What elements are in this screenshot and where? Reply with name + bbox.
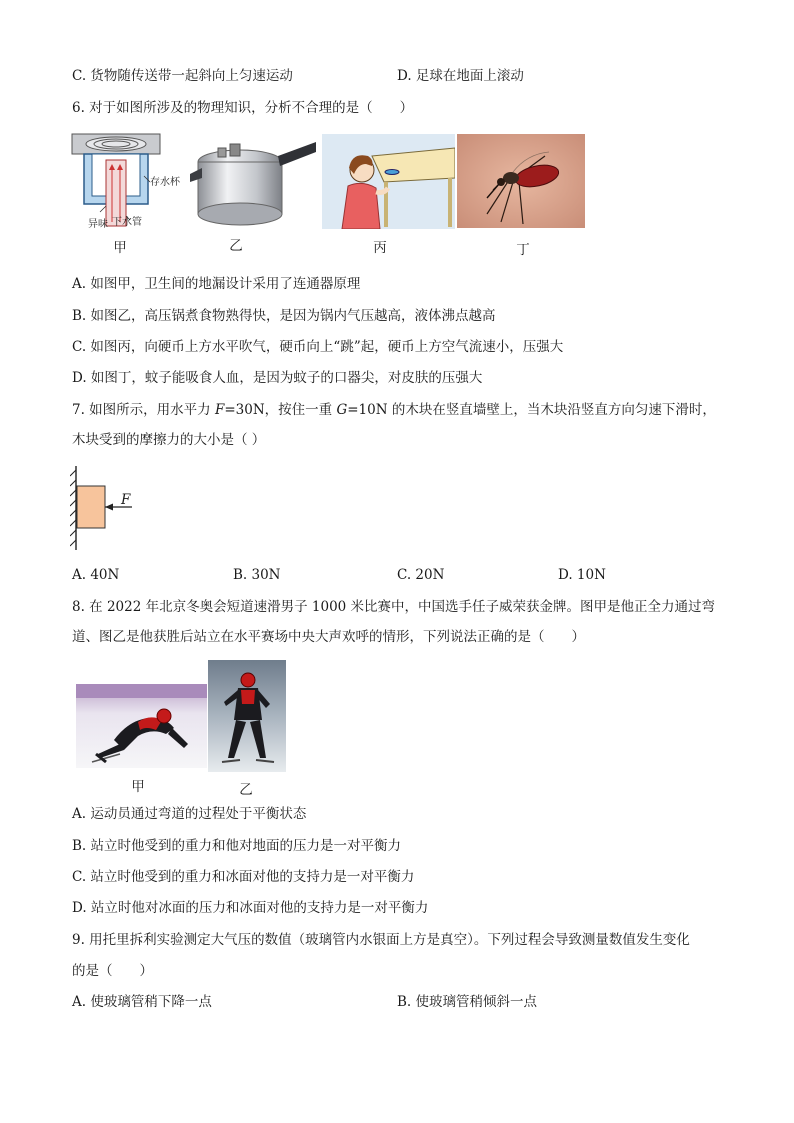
caption-q8-yi: 乙 <box>239 782 253 798</box>
caption-q8-jia: 甲 <box>131 779 145 795</box>
q9-stem-line2: 的是（ ） <box>72 963 153 979</box>
q6-option-c: C. 如图丙，向硬币上方水平吹气，硬币向上“跳”起，硬币上方空气流速小，压强大 <box>72 339 564 355</box>
q9-option-b: B. 使玻璃管稍倾斜一点 <box>397 994 538 1010</box>
q7-option-b: B. 30N <box>233 567 281 583</box>
label-drain-pipe: 下水管 <box>112 217 142 228</box>
q7-option-c: C. 20N <box>397 567 445 583</box>
q8-option-a: A. 运动员通过弯道的过程处于平衡状态 <box>72 806 307 822</box>
q7-option-a: A. 40N <box>72 567 120 583</box>
q6-option-d: D. 如图丁，蚊子能吸食人血，是因为蚊子的口器尖，对皮肤的压强大 <box>72 370 483 386</box>
mosquito-photo <box>457 134 585 228</box>
q5-option-c: C. 货物随传送带一起斜向上匀速运动 <box>72 68 293 84</box>
blowing-coin-figure <box>322 134 455 229</box>
q7-stem-line2: 木块受到的摩擦力的大小是（ ） <box>72 432 266 448</box>
q5-option-d: D. 足球在地面上滚动 <box>397 68 524 84</box>
q8-option-d: D. 站立时他对冰面的压力和冰面对他的支持力是一对平衡力 <box>72 900 429 916</box>
label-cup: 存水杯 <box>150 177 180 188</box>
q6-stem: 6. 对于如图所涉及的物理知识，分析不合理的是（ ） <box>72 100 414 116</box>
q7-option-d: D. 10N <box>558 567 606 583</box>
q7-stem-line1: 7. 如图所示，用水平力 F=30N，按住一重 G=10N 的木块在竖直墙壁上，当木块沿竖直方向匀速下滑时， <box>72 402 716 418</box>
q6-option-b: B. 如图乙，高压锅煮食物熟得快，是因为锅内气压越高，液体沸点越高 <box>72 308 496 324</box>
caption-ding: 丁 <box>516 242 530 258</box>
force-f-label: F <box>121 492 131 508</box>
caption-bing: 丙 <box>373 240 387 256</box>
skater-standing-photo <box>208 660 286 772</box>
wall-block-figure <box>70 466 140 552</box>
pressure-cooker-figure <box>188 134 318 228</box>
skater-curve-photo <box>76 684 207 768</box>
q6-option-a: A. 如图甲，卫生间的地漏设计采用了连通器原理 <box>72 276 361 292</box>
q9-option-a: A. 使玻璃管稍下降一点 <box>72 994 212 1010</box>
q8-option-c: C. 站立时他受到的重力和冰面对他的支持力是一对平衡力 <box>72 869 415 885</box>
q8-option-b: B. 站立时他受到的重力和他对地面的压力是一对平衡力 <box>72 838 402 854</box>
label-odor: 异味 <box>88 219 108 230</box>
caption-yi: 乙 <box>229 238 243 254</box>
caption-jia: 甲 <box>113 240 127 256</box>
q9-stem-line1: 9. 用托里拆利实验测定大气压的数值（玻璃管内水银面上方是真空）。下列过程会导致测量数值发生变化 <box>72 932 690 948</box>
q8-stem-line2: 道、图乙是他获胜后站立在水平赛场中央大声欢呼的情形，下列说法正确的是（ ） <box>72 629 585 645</box>
q8-stem-line1: 8. 在 2022 年北京冬奥会短道速滑男子 1000 米比赛中，中国选手任子威荣获金牌。图甲是他正全力通过弯 <box>72 599 716 615</box>
